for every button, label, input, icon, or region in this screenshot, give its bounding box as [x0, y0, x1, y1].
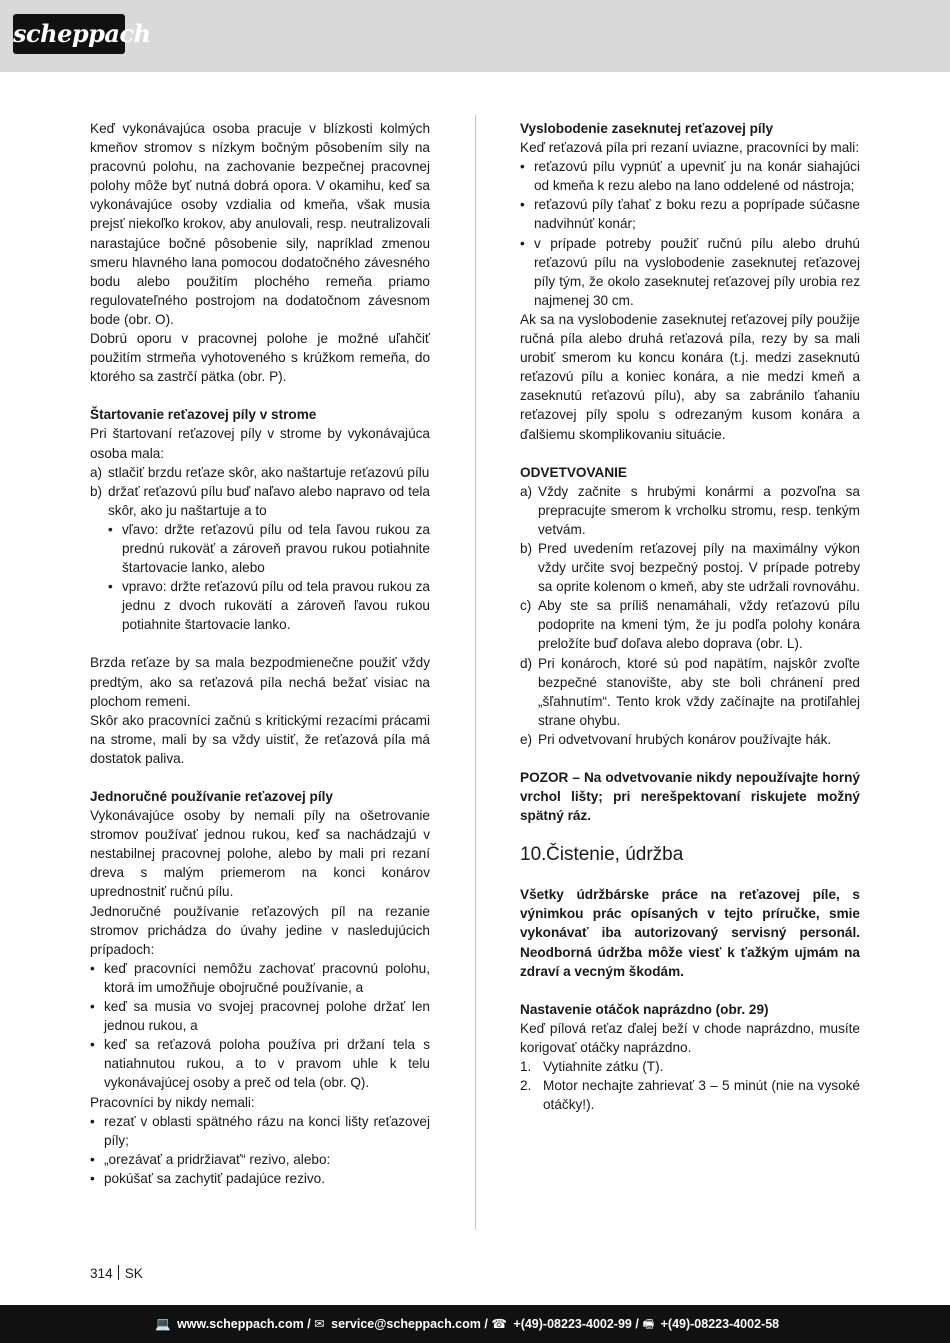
- list-item: • rezať v oblasti spätného rázu na konci lišty reťazovej píly;: [90, 1113, 430, 1148]
- list-item: • keď sa musia vo svojej pracovnej polohe držať len jednou rukou, a: [90, 999, 430, 1034]
- list-item: c) Aby ste sa príliš nenamáhali, vždy reťazovú pílu podoprite na kmeni tým, že ju podľa polohy konára preložíte buď doľava alebo doprava (obr. L).: [520, 598, 860, 652]
- paragraph: Ak sa na vyslobodenie zaseknutej reťazovej píly použije ručná píla alebo druhá reťazová píla, rezy by sa mali urobiť smerom ku koncu konára (t.j. medzi zaseknutú reťazovú pílu a koniec konára, a nie medzi kmeň a zaseknutú reťazovú pílu), aby sa zabránilo ťahaniu reťazovej píly spolu s odrezaným kusom konára a ďalšiemu skomplikovaniu situácie.: [520, 311, 860, 442]
- page-header: [0, 0, 950, 72]
- list-item: b) držať reťazovú pílu buď naľavo alebo napravo od tela skôr, ako ju naštartuje a to: [90, 483, 430, 518]
- list-item: • reťazovú pílu vypnúť a upevniť ju na konár siahajúci od kmeňa k rezu alebo na lano oddelené od nástroja;: [520, 159, 860, 194]
- phone-icon: ☎: [491, 1317, 507, 1331]
- list-item: d) Pri konároch, ktoré sú pod napätím, najskôr zvoľte bezpečné stanovište, aby ste boli chránení pred „šľahnutím“. Tento krok vždy začínajte na protiľahlej strane ohybu.: [520, 655, 860, 728]
- list-item: • „orezávať a pridržiavať“ rezivo, alebo:: [90, 1151, 331, 1167]
- page-footer: [0, 1305, 950, 1343]
- paragraph: Dobrú oporu v pracovnej polohe je možné uľahčiť použitím strmeňa vyhotoveného s krúžkom remeňa, do ktorého sa zastrčí pätka (obr. P).: [90, 331, 430, 385]
- heading-pruning: ODVETVOVANIE: [520, 464, 628, 480]
- column-divider: [475, 115, 476, 1230]
- footer-website: www.scheppach.com /: [177, 1317, 311, 1331]
- heading-idle: Nastavenie otáčok naprázdno (obr. 29): [520, 1001, 769, 1017]
- computer-icon: 💻: [155, 1317, 171, 1331]
- paragraph: Vykonávajúce osoby by nemali píly na ošetrovanie stromov používať jednou rukou, keď sa nachádzajú v nestabilnej pracovnej polohe, alebo by mali pri rezaní dreva s malým priemerom na konci konárov uprednostniť ručnú pílu.: [90, 808, 430, 900]
- list-item: a) Vždy začnite s hrubými konármi a pozvoľna sa prepracujte smerom k vrcholku stromu, resp. tenkým vetvám.: [520, 483, 860, 537]
- left-column: [90, 119, 430, 1188]
- paragraph: Pri štartovaní reťazovej píly v strome by vykonávajúca osoba mala:: [90, 426, 430, 461]
- list-item: a) stlačiť brzdu reťaze skôr, ako naštartuje reťazovú pílu: [90, 464, 430, 480]
- list-item: e) Pri odvetvovaní hrubých konárov používajte hák.: [520, 731, 832, 747]
- mail-icon: ✉: [314, 1317, 325, 1331]
- list-item: • pokúšať sa zachytiť padajúce rezivo.: [90, 1170, 326, 1186]
- list-item: b) Pred uvedením reťazovej píly na maximálny výkon vždy určite svoj bezpečný postoj. V prípade potreby sa oprite kolenom o kmeň, aby ste udržali rovnováhu.: [520, 540, 860, 595]
- page-number: 314 SK: [90, 1266, 143, 1281]
- list-item: 1. Vytiahnite zátku (T).: [520, 1059, 664, 1075]
- list-item: • reťazovú píly ťahať z boku rezu a poprípade súčasne nadvihnúť konár;: [520, 197, 860, 232]
- footer-fax: +(49)-08223-4002-58: [660, 1317, 780, 1331]
- list-item: • keď pracovníci nemôžu zachovať pracovnú polohu, ktorá im umožňuje obojručné používanie, a: [90, 960, 430, 995]
- sub-list-item: • vľavo: držte reťazovú pílu od tela ľavou rukou za prednú rukoväť a zároveň pravou rukou potiahnite štartovacie lanko, alebo: [108, 521, 430, 576]
- paragraph: Keď pílová reťaz ďalej beží v chode naprázdno, musíte korigovať otáčky naprázdno.: [520, 1020, 860, 1055]
- paragraph: Brzda reťaze by sa mala bezpodmienečne použiť vždy predtým, ako sa reťazová píla nechá bežať visiac na plochom remeni.: [90, 655, 430, 709]
- warning-text: POZOR – Na odvetvovanie nikdy nepoužívajte horný vrchol lišty; pri nerešpektovaní riskujete možný spätný ráz.: [520, 770, 860, 824]
- heading-freeing: Vyslobodenie zaseknutej reťazovej píly: [520, 121, 774, 136]
- heading-starting: Štartovanie reťazovej píly v strome: [90, 407, 317, 423]
- section-title: 10.Čistenie, údržba: [520, 844, 684, 866]
- scheppach-logo: scheppach: [13, 14, 125, 54]
- heading-one-hand: Jednoručné používanie reťazovej píly: [90, 789, 333, 804]
- paragraph: Pracovníci by nikdy nemali:: [90, 1094, 255, 1110]
- paragraph: Skôr ako pracovníci začnú s kritickými rezacími prácami na strome, mali by sa vždy uistiť, že reťazová píla má dostatok paliva.: [90, 712, 430, 766]
- right-column: [520, 119, 860, 1114]
- sub-list-item: • vpravo: držte reťazovú pílu od tela pravou rukou za jednu z dvoch rukovätí a zároveň ľavou rukou potiahnite štartovacie lanko.: [108, 579, 430, 633]
- list-item: 2. Motor nechajte zahrievať 3 – 5 minút (nie na vysoké otáčky!).: [520, 1078, 860, 1113]
- paragraph: Jednoručné používanie reťazových píl na rezanie stromov prichádza do úvahy jedine v nasledujúcich prípadoch:: [90, 903, 430, 957]
- paragraph: Keď vykonávajúca osoba pracuje v blízkosti kolmých kmeňov stromov s nízkym bočným pôsobením sily na pracovnú polohu, na zachovanie bezpečnej pracovnej polohy môže byť nutná dobrá opora. V okamihu, keď sa vykonávajúce osoby vzdialia od kmeňa, však musia prejsť niekoľko krokov, aby anulovali, resp. neutralizovali narastajúce bočné pôsobenie sily, napríklad zmenou smeru hlavného lana pomocou dodatočného závesného bodu alebo použitím plochého remeňa priamo regulovateľného postrojom na dodatočnom závesnom bode (obr. O).: [90, 121, 430, 327]
- list-item: • v prípade potreby použiť ručnú pílu alebo druhú reťazovú pílu na vyslobodenie zaseknutej reťazovej píly tým, že okolo zaseknutej reťazovej píly urobia rez najmenej 30 cm.: [520, 235, 860, 308]
- paragraph: Keď reťazová píla pri rezaní uviazne, pracovníci by mali:: [520, 140, 860, 156]
- footer-email: service@scheppach.com /: [331, 1317, 488, 1331]
- maintenance-notice: Všetky údržbárske práce na reťazovej píle, s výnimkou prác opísaných v tejto príručke, smie vykonávať iba autorizovaný servisný personál. Neodborná údržba môže viesť k ťažkým ujmám na zdraví a vecným škodám.: [520, 887, 860, 979]
- list-item: • keď sa reťazová poloha používa pri držaní tela s natiahnutou rukou, a to v pravom uhle k telu vykonávajúcej osoby a preč od tela (obr. Q).: [90, 1037, 430, 1091]
- footer-phone: +(49)-08223-4002-99 /: [513, 1317, 639, 1331]
- fax-icon: 🖷: [642, 1317, 655, 1331]
